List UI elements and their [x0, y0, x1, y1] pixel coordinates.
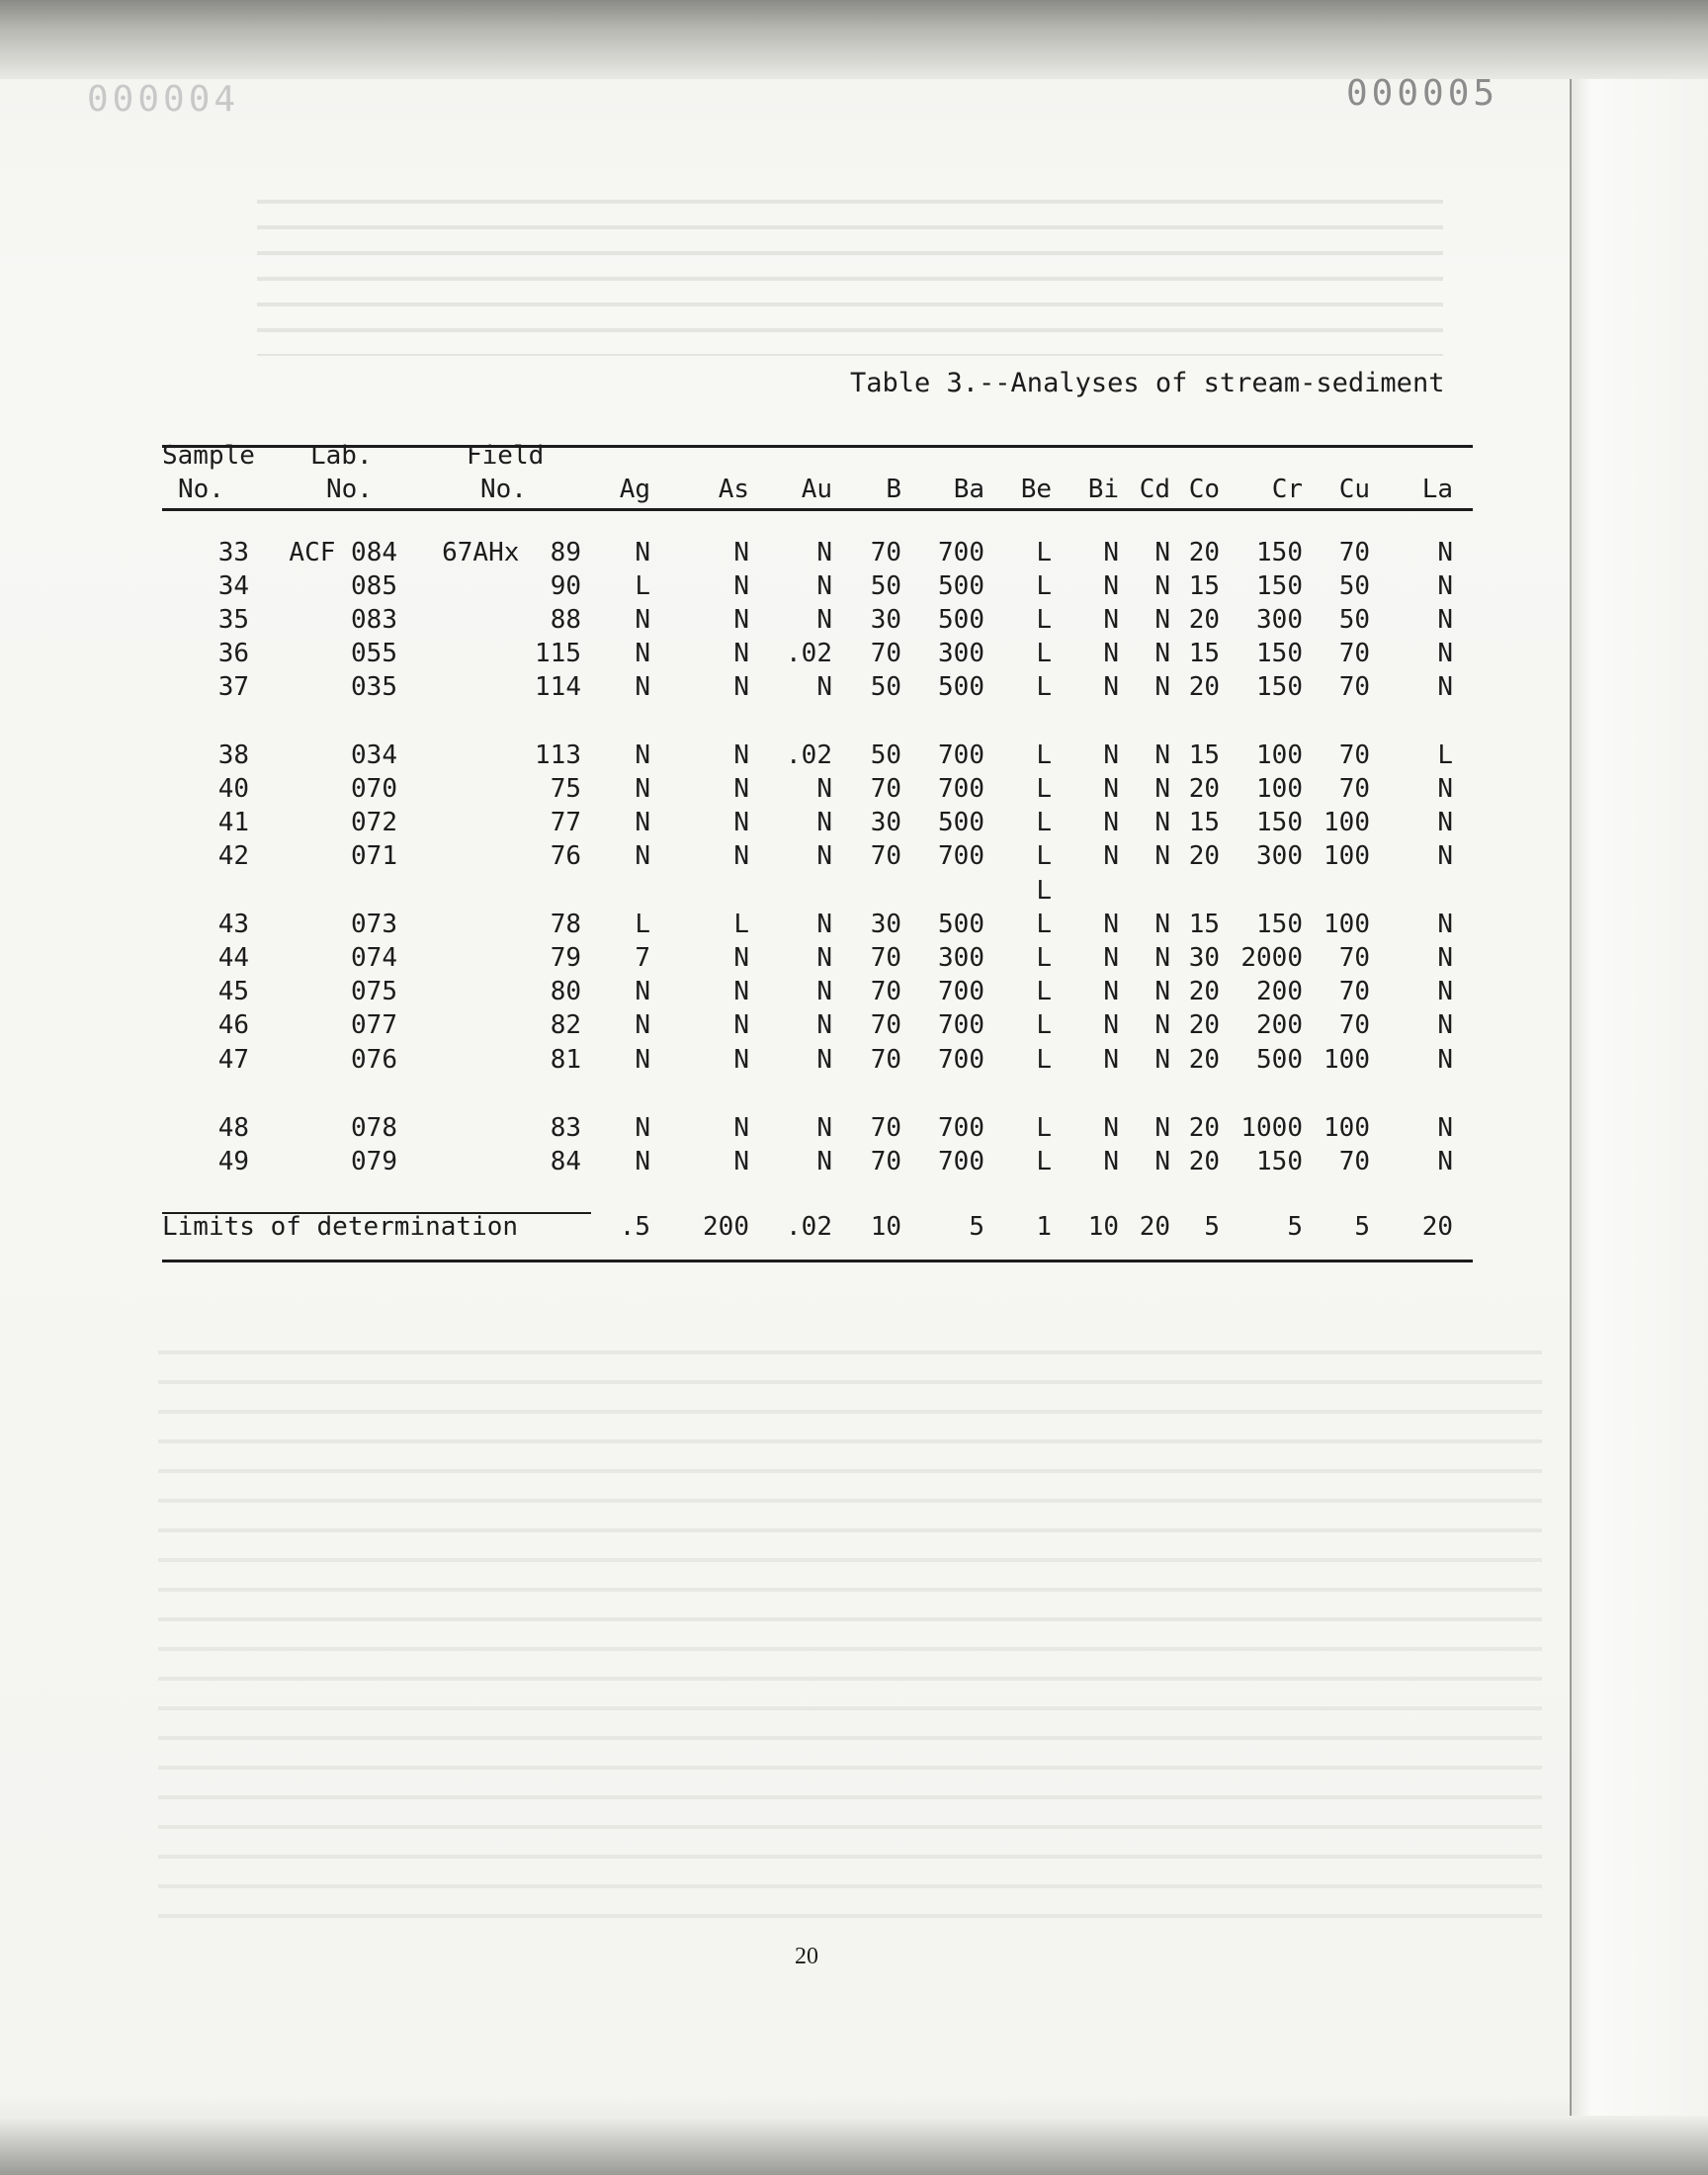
cell-sample: 49 — [217, 1147, 249, 1176]
cell-lab: 085 — [351, 571, 397, 601]
cell-bi: N — [1103, 1147, 1119, 1176]
cell-cr: 150 — [1256, 1147, 1303, 1176]
cell-bi: N — [1103, 943, 1119, 973]
cell-bi: N — [1103, 605, 1119, 635]
scan-top-edge — [0, 0, 1708, 79]
cell-as: N — [733, 977, 749, 1006]
cell-co: 20 — [1188, 1010, 1220, 1040]
cell-b: 50 — [870, 672, 901, 702]
cell-au: N — [816, 672, 832, 702]
cell-ag: N — [635, 841, 650, 871]
column-header-cr: Cr — [1271, 475, 1303, 504]
column-header-bi: Bi — [1087, 475, 1119, 504]
limit-ag: .5 — [619, 1212, 650, 1242]
cell-as: N — [733, 740, 749, 770]
cell-co: 20 — [1188, 841, 1220, 871]
cell-co: 15 — [1188, 808, 1220, 837]
cell-co: 20 — [1188, 605, 1220, 635]
column-header-field-line2: No. — [480, 475, 527, 504]
cell-lab: 072 — [351, 808, 397, 837]
cell-au: N — [816, 538, 832, 567]
cell-cr: 100 — [1256, 774, 1303, 804]
cell-cr: 200 — [1256, 977, 1303, 1006]
cell-ag: N — [635, 808, 650, 837]
cell-sample: 42 — [217, 841, 249, 871]
cell-cr: 150 — [1256, 672, 1303, 702]
cell-au: N — [816, 841, 832, 871]
limit-co: 5 — [1204, 1212, 1220, 1242]
page-number: 20 — [795, 1944, 818, 1969]
cell-cu: 100 — [1324, 1113, 1370, 1143]
cell-bi: N — [1103, 639, 1119, 668]
cell-la: N — [1437, 1147, 1453, 1176]
cell-b: 50 — [870, 571, 901, 601]
cell-ag: L — [635, 571, 650, 601]
cell-au: N — [816, 977, 832, 1006]
cell-be: L — [1036, 876, 1052, 906]
cell-cu: 70 — [1338, 1010, 1370, 1040]
cell-be: L — [1036, 1147, 1052, 1176]
cell-sample: 36 — [217, 639, 249, 668]
cell-la: N — [1437, 943, 1453, 973]
cell-sample: 38 — [217, 740, 249, 770]
cell-b: 70 — [870, 774, 901, 804]
cell-cu: 70 — [1338, 774, 1370, 804]
cell-au: N — [816, 1147, 832, 1176]
cell-field: 79 — [550, 943, 581, 973]
limit-cd: 20 — [1139, 1212, 1170, 1242]
cell-ag: N — [635, 1147, 650, 1176]
cell-be: L — [1036, 1045, 1052, 1075]
cell-co: 20 — [1188, 538, 1220, 567]
cell-la: N — [1437, 1113, 1453, 1143]
cell-as: N — [733, 774, 749, 804]
cell-sample: 45 — [217, 977, 249, 1006]
cell-ag: N — [635, 1113, 650, 1143]
cell-la: N — [1437, 808, 1453, 837]
cell-co: 20 — [1188, 1147, 1220, 1176]
cell-ba: 700 — [938, 1147, 984, 1176]
cell-field: 84 — [550, 1147, 581, 1176]
column-header-b: B — [886, 475, 901, 504]
cell-au: .02 — [786, 740, 832, 770]
cell-co: 20 — [1188, 977, 1220, 1006]
cell-field: 82 — [550, 1010, 581, 1040]
cell-b: 70 — [870, 1045, 901, 1075]
cell-cu: 100 — [1324, 841, 1370, 871]
cell-bi: N — [1103, 841, 1119, 871]
cell-ba: 500 — [938, 605, 984, 635]
cell-as: L — [733, 910, 749, 939]
cell-co: 20 — [1188, 672, 1220, 702]
table-bottom-rule — [162, 1260, 1473, 1262]
cell-lab: 074 — [351, 943, 397, 973]
cell-be: L — [1036, 672, 1052, 702]
table-title: Table 3.--Analyses of stream-sediment — [850, 368, 1445, 398]
cell-as: N — [733, 639, 749, 668]
cell-be: L — [1036, 740, 1052, 770]
cell-field: 67AHx 89 — [442, 538, 581, 567]
cell-field: 83 — [550, 1113, 581, 1143]
cell-cd: N — [1154, 672, 1170, 702]
cell-field: 90 — [550, 571, 581, 601]
cell-b: 50 — [870, 740, 901, 770]
cell-ba: 500 — [938, 910, 984, 939]
limit-la: 20 — [1421, 1212, 1453, 1242]
cell-be: L — [1036, 571, 1052, 601]
cell-la: L — [1437, 740, 1453, 770]
cell-be: L — [1036, 841, 1052, 871]
cell-ba: 500 — [938, 672, 984, 702]
cell-cr: 200 — [1256, 1010, 1303, 1040]
column-header-la: La — [1421, 475, 1453, 504]
cell-as: N — [733, 672, 749, 702]
cell-cd: N — [1154, 571, 1170, 601]
cell-co: 30 — [1188, 943, 1220, 973]
cell-b: 70 — [870, 1113, 901, 1143]
cell-co: 20 — [1188, 1045, 1220, 1075]
column-header-ba: Ba — [953, 475, 984, 504]
column-header-ag: Ag — [619, 475, 650, 504]
cell-cd: N — [1154, 538, 1170, 567]
cell-bi: N — [1103, 1010, 1119, 1040]
cell-bi: N — [1103, 910, 1119, 939]
cell-sample: 44 — [217, 943, 249, 973]
page-stamp-left: 000004 — [87, 79, 240, 120]
cell-lab: 071 — [351, 841, 397, 871]
cell-ba: 500 — [938, 808, 984, 837]
column-header-lab-line1: Lab. — [310, 441, 373, 471]
limit-as: 200 — [703, 1212, 749, 1242]
cell-au: N — [816, 1113, 832, 1143]
column-header-be: Be — [1020, 475, 1052, 504]
cell-as: N — [733, 808, 749, 837]
cell-lab: 034 — [351, 740, 397, 770]
cell-cd: N — [1154, 977, 1170, 1006]
cell-be: L — [1036, 910, 1052, 939]
cell-la: N — [1437, 571, 1453, 601]
cell-la: N — [1437, 639, 1453, 668]
cell-au: N — [816, 1045, 832, 1075]
cell-field: 81 — [550, 1045, 581, 1075]
cell-as: N — [733, 943, 749, 973]
cell-cr: 150 — [1256, 808, 1303, 837]
limit-ba: 5 — [969, 1212, 984, 1242]
page-stamp-top: 000005 — [1346, 73, 1499, 114]
cell-bi: N — [1103, 571, 1119, 601]
cell-ag: N — [635, 1045, 650, 1075]
cell-lab: 077 — [351, 1010, 397, 1040]
scan-right-strip — [1570, 79, 1708, 2126]
cell-cu: 70 — [1338, 943, 1370, 973]
cell-field: 88 — [550, 605, 581, 635]
cell-bi: N — [1103, 774, 1119, 804]
cell-lab: 073 — [351, 910, 397, 939]
cell-field: 78 — [550, 910, 581, 939]
cell-lab: 083 — [351, 605, 397, 635]
cell-lab: 035 — [351, 672, 397, 702]
column-header-sample-line1: Sample — [162, 441, 255, 471]
cell-as: N — [733, 1045, 749, 1075]
cell-co: 15 — [1188, 571, 1220, 601]
cell-cu: 70 — [1338, 672, 1370, 702]
cell-cu: 100 — [1324, 910, 1370, 939]
cell-b: 70 — [870, 841, 901, 871]
cell-sample: 35 — [217, 605, 249, 635]
cell-be: L — [1036, 808, 1052, 837]
cell-cu: 50 — [1338, 571, 1370, 601]
limit-au: .02 — [786, 1212, 832, 1242]
cell-au: N — [816, 774, 832, 804]
cell-sample: 47 — [217, 1045, 249, 1075]
cell-ag: N — [635, 672, 650, 702]
column-header-field-line1: Field — [467, 441, 545, 471]
cell-lab: 079 — [351, 1147, 397, 1176]
cell-lab: 076 — [351, 1045, 397, 1075]
cell-cd: N — [1154, 1147, 1170, 1176]
cell-b: 70 — [870, 1147, 901, 1176]
cell-au: .02 — [786, 639, 832, 668]
cell-cd: N — [1154, 605, 1170, 635]
cell-sample: 48 — [217, 1113, 249, 1143]
cell-cd: N — [1154, 943, 1170, 973]
cell-ag: N — [635, 1010, 650, 1040]
cell-cr: 300 — [1256, 605, 1303, 635]
cell-la: N — [1437, 977, 1453, 1006]
cell-au: N — [816, 808, 832, 837]
limits-label: Limits of determination — [162, 1212, 519, 1242]
cell-co: 15 — [1188, 639, 1220, 668]
cell-as: N — [733, 1010, 749, 1040]
column-header-as: As — [718, 475, 749, 504]
cell-ba: 700 — [938, 841, 984, 871]
cell-ba: 700 — [938, 1010, 984, 1040]
cell-sample: 41 — [217, 808, 249, 837]
cell-ag: N — [635, 639, 650, 668]
cell-sample: 43 — [217, 910, 249, 939]
cell-ba: 700 — [938, 1045, 984, 1075]
cell-be: L — [1036, 1113, 1052, 1143]
cell-lab: 075 — [351, 977, 397, 1006]
cell-cu: 70 — [1338, 740, 1370, 770]
cell-cd: N — [1154, 774, 1170, 804]
limit-cr: 5 — [1287, 1212, 1303, 1242]
cell-ag: L — [635, 910, 650, 939]
cell-be: L — [1036, 1010, 1052, 1040]
cell-bi: N — [1103, 740, 1119, 770]
cell-bi: N — [1103, 672, 1119, 702]
cell-cd: N — [1154, 910, 1170, 939]
cell-cd: N — [1154, 1113, 1170, 1143]
cell-cd: N — [1154, 808, 1170, 837]
cell-b: 70 — [870, 1010, 901, 1040]
cell-b: 30 — [870, 910, 901, 939]
cell-cu: 100 — [1324, 1045, 1370, 1075]
cell-cu: 50 — [1338, 605, 1370, 635]
header-bottom-rule — [162, 508, 1473, 511]
cell-field: 115 — [535, 639, 581, 668]
column-header-lab-line2: No. — [326, 475, 373, 504]
cell-ag: N — [635, 538, 650, 567]
cell-field: 114 — [535, 672, 581, 702]
column-header-cd: Cd — [1139, 475, 1170, 504]
cell-la: N — [1437, 538, 1453, 567]
cell-ba: 300 — [938, 943, 984, 973]
cell-cr: 150 — [1256, 538, 1303, 567]
cell-field: 76 — [550, 841, 581, 871]
cell-lab: 078 — [351, 1113, 397, 1143]
cell-sample: 34 — [217, 571, 249, 601]
cell-ag: N — [635, 740, 650, 770]
column-header-cu: Cu — [1338, 475, 1370, 504]
limit-cu: 5 — [1354, 1212, 1370, 1242]
cell-cr: 1000 — [1240, 1113, 1303, 1143]
cell-bi: N — [1103, 977, 1119, 1006]
cell-la: N — [1437, 841, 1453, 871]
cell-cd: N — [1154, 1010, 1170, 1040]
limit-b: 10 — [870, 1212, 901, 1242]
cell-b: 70 — [870, 639, 901, 668]
cell-cu: 70 — [1338, 1147, 1370, 1176]
cell-as: N — [733, 571, 749, 601]
cell-be: L — [1036, 639, 1052, 668]
cell-be: L — [1036, 943, 1052, 973]
cell-cr: 100 — [1256, 740, 1303, 770]
column-header-co: Co — [1188, 475, 1220, 504]
cell-as: N — [733, 538, 749, 567]
cell-sample: 37 — [217, 672, 249, 702]
cell-be: L — [1036, 605, 1052, 635]
cell-cu: 100 — [1324, 808, 1370, 837]
cell-cr: 500 — [1256, 1045, 1303, 1075]
limit-be: 1 — [1036, 1212, 1052, 1242]
cell-b: 70 — [870, 977, 901, 1006]
cell-au: N — [816, 943, 832, 973]
column-header-sample-line2: No. — [178, 475, 224, 504]
cell-b: 30 — [870, 605, 901, 635]
cell-cu: 70 — [1338, 977, 1370, 1006]
cell-ag: N — [635, 977, 650, 1006]
cell-la: N — [1437, 910, 1453, 939]
cell-as: N — [733, 841, 749, 871]
cell-sample: 40 — [217, 774, 249, 804]
cell-ba: 500 — [938, 571, 984, 601]
cell-as: N — [733, 605, 749, 635]
cell-cd: N — [1154, 1045, 1170, 1075]
cell-au: N — [816, 605, 832, 635]
cell-lab: ACF 084 — [289, 538, 397, 567]
column-header-au: Au — [801, 475, 832, 504]
cell-bi: N — [1103, 808, 1119, 837]
cell-la: N — [1437, 1045, 1453, 1075]
cell-as: N — [733, 1147, 749, 1176]
cell-cu: 70 — [1338, 538, 1370, 567]
cell-au: N — [816, 910, 832, 939]
cell-ba: 700 — [938, 740, 984, 770]
cell-au: N — [816, 1010, 832, 1040]
cell-la: N — [1437, 1010, 1453, 1040]
cell-field: 80 — [550, 977, 581, 1006]
cell-co: 15 — [1188, 910, 1220, 939]
cell-bi: N — [1103, 1045, 1119, 1075]
cell-cr: 2000 — [1240, 943, 1303, 973]
scan-bottom-edge — [0, 2116, 1708, 2175]
cell-co: 20 — [1188, 1113, 1220, 1143]
cell-sample: 33 — [217, 538, 249, 567]
cell-ba: 700 — [938, 538, 984, 567]
cell-la: N — [1437, 672, 1453, 702]
cell-co: 20 — [1188, 774, 1220, 804]
cell-b: 70 — [870, 943, 901, 973]
cell-be: L — [1036, 538, 1052, 567]
cell-lab: 070 — [351, 774, 397, 804]
cell-sample: 46 — [217, 1010, 249, 1040]
cell-lab: 055 — [351, 639, 397, 668]
cell-ba: 300 — [938, 639, 984, 668]
cell-ba: 700 — [938, 977, 984, 1006]
cell-field: 75 — [550, 774, 581, 804]
cell-cd: N — [1154, 740, 1170, 770]
cell-cr: 150 — [1256, 639, 1303, 668]
cell-field: 113 — [535, 740, 581, 770]
cell-cd: N — [1154, 639, 1170, 668]
limit-bi: 10 — [1087, 1212, 1119, 1242]
cell-cd: N — [1154, 841, 1170, 871]
cell-cr: 300 — [1256, 841, 1303, 871]
cell-bi: N — [1103, 538, 1119, 567]
cell-ba: 700 — [938, 1113, 984, 1143]
cell-b: 30 — [870, 808, 901, 837]
cell-bi: N — [1103, 1113, 1119, 1143]
cell-cu: 70 — [1338, 639, 1370, 668]
cell-ba: 700 — [938, 774, 984, 804]
cell-la: N — [1437, 774, 1453, 804]
cell-cr: 150 — [1256, 910, 1303, 939]
cell-be: L — [1036, 977, 1052, 1006]
cell-field: 77 — [550, 808, 581, 837]
cell-co: 15 — [1188, 740, 1220, 770]
cell-b: 70 — [870, 538, 901, 567]
cell-ag: N — [635, 774, 650, 804]
cell-ag: 7 — [635, 943, 650, 973]
cell-as: N — [733, 1113, 749, 1143]
cell-ag: N — [635, 605, 650, 635]
cell-la: N — [1437, 605, 1453, 635]
cell-au: N — [816, 571, 832, 601]
cell-cr: 150 — [1256, 571, 1303, 601]
cell-be: L — [1036, 774, 1052, 804]
